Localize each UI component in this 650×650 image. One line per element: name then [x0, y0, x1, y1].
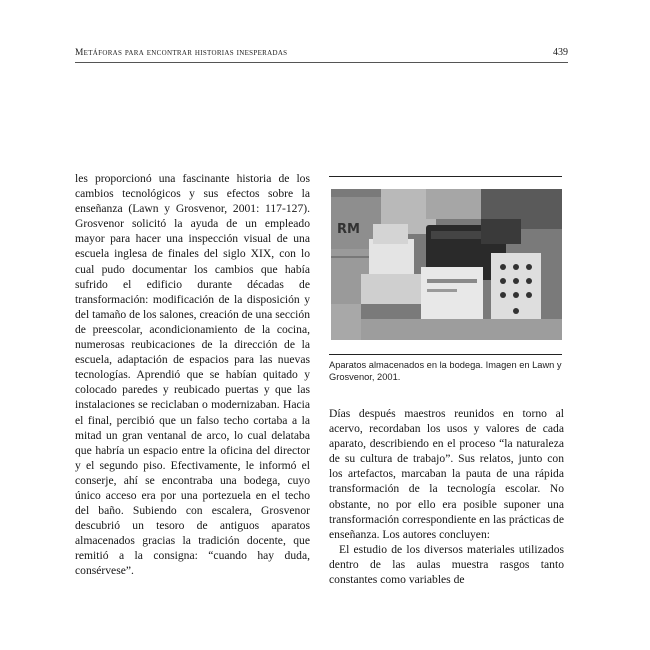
figure-caption: Aparatos almacenados en la bodega. Imagen en Lawn y Grosvenor, 2001.: [329, 360, 562, 383]
left-paragraph: les proporcionó una fascinante historia de los cambios tecnológicos y sus efectos sobre la enseñanza (Lawn y Grosvenor, 2001: 117-127). Grosvenor solicitó la ayuda de un empleado mayor para hacer una inspección visual de una escuela inglesa de finales del siglo XIX, con lo cual pudo documentar los cambios que había sufrido el edificio durante décadas de transformación: modificación de la disposición y del tamaño de los salones, creación de una sección de preescolar, acondicionamiento de la cocina, numerosas reubicaciones de la dirección de la escuela, adaptación de espacios para las nuevas tecnologías. Aprendió que se habían quitado y colocado paredes y reubicado puertas y que las instalaciones se reciclaban o modernizaban. Hacia el final, percibió que un falso techo cortaba a la mitad un gran ventanal de arco, lo cual delataba que habría un espacio entre la oficina del director y el segundo piso. Efectivamente, le informó el conserje, ahí se encontraba una bodega, cuyo único acceso era por una portezuela en el techo del baño. Subiendo con escalera, Grosvenor descubrió un tesoro de antiguos aparatos almacenados gracias la tradición docente, que remitió a la consigna: “cuando hay duda, consérvese”.: [75, 172, 310, 578]
figure-photo: [331, 189, 562, 340]
left-column: [75, 171, 310, 579]
right-column: [329, 406, 564, 587]
figure-bottom-rule: [329, 354, 562, 355]
running-title: Metáforas para encontrar historias inesperadas: [75, 48, 288, 58]
svg-text:RM: RM: [337, 222, 360, 237]
right-paragraph-2: El estudio de los diversos materiales utilizados dentro de las aulas muestra rasgos tanto constantes como variables de: [329, 542, 564, 587]
page-number: 439: [553, 47, 568, 58]
figure-top-rule: [329, 176, 562, 177]
running-head: [75, 46, 568, 63]
right-paragraph-1: Días después maestros reunidos en torno al acervo, recordaban los usos y valores de cada aparato, describiendo en el proceso “la naturaleza de su cultura de trabajo”. Sus relatos, junto con los artefactos, marcaban la pauta de una rápida transformación de la tecnología escolar. No obstante, no por ello era posible suponer una transformación correspondiente en las prácticas de enseñanza. Los autores concluyen:: [329, 407, 564, 541]
